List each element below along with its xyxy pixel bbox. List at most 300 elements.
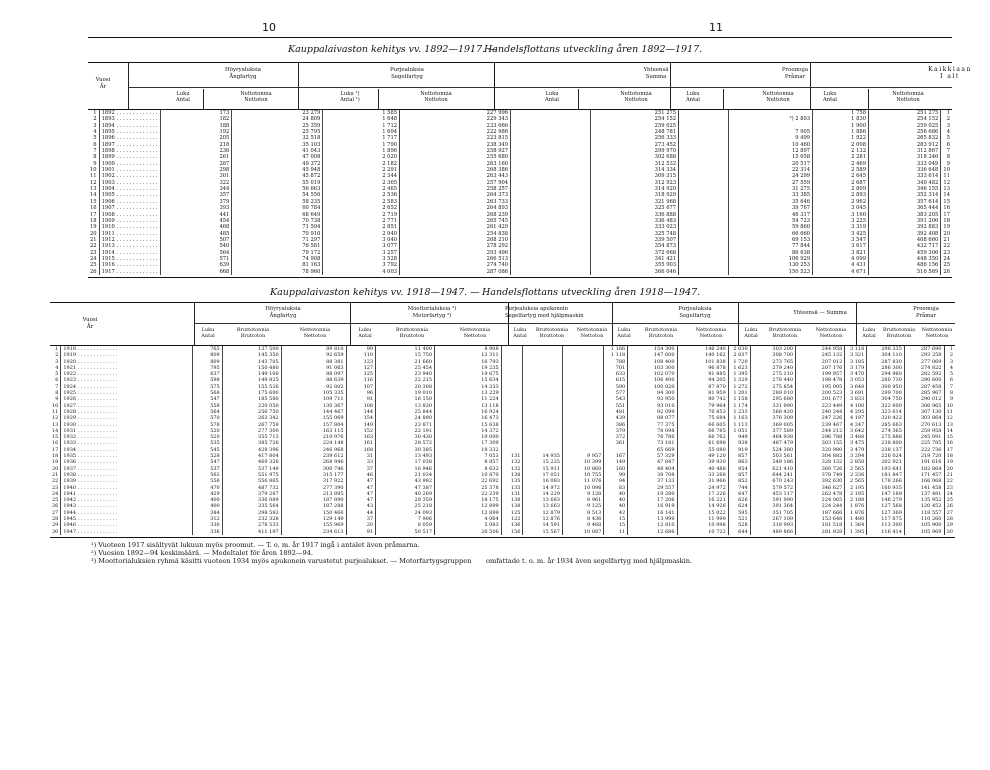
table-cell: 278 440: [750, 377, 795, 383]
table-cell: 2 291: [323, 167, 400, 173]
table-cell: 94 300: [628, 390, 677, 396]
table-cell: 13 118: [435, 403, 502, 409]
table-cell: 38 708: [628, 472, 677, 478]
table-cell: 1 201: [728, 390, 750, 396]
table-cell: 244 958: [796, 346, 845, 352]
table-cell: 1 118: [604, 352, 628, 358]
table-cell: 3 642: [845, 428, 867, 434]
b-proom-label: Proomuja: [913, 306, 939, 312]
table-cell: 346 627: [796, 485, 845, 491]
table-cell: 146 240: [677, 346, 728, 352]
table-cell: 320 422: [867, 415, 905, 421]
table-cell: 187 890: [281, 497, 346, 503]
table-cell: 76 581: [232, 243, 323, 249]
table-cell: 2 893: [813, 192, 869, 198]
b-purje-label: Purjealuksia: [678, 306, 712, 312]
table-cell: 89 810: [281, 346, 346, 352]
table-cell: 131: [501, 453, 523, 459]
table-cell: 144 467: [281, 409, 346, 415]
table-cell: 303 200: [750, 346, 795, 352]
table-cell: 255 680: [400, 154, 511, 160]
table-cell: 1: [944, 346, 955, 352]
table-cell: 7 905: [729, 129, 813, 135]
table-cell: 21: [944, 472, 955, 478]
table-cell: 13: [941, 186, 952, 192]
table-cell: 143 705: [222, 359, 281, 365]
table-cell: 333 614: [869, 173, 941, 179]
table-cell: 47: [346, 491, 376, 497]
table-cell: 368 420: [750, 409, 795, 415]
table-cell: 1909 . . . . . . . . . . . . .: [99, 218, 160, 224]
table-cell: 15: [944, 434, 955, 440]
table-cell: 94 205: [677, 377, 728, 383]
table-cell: 372: [604, 434, 628, 440]
table-cell: 254 838: [400, 231, 511, 237]
table-cell: 251 275: [869, 110, 941, 116]
b-col-netton-4: Nettoton: [699, 333, 723, 339]
table-cell: 259 958: [904, 428, 944, 434]
table-cell: 8 961: [562, 497, 603, 503]
table-cell: 19 280: [628, 491, 677, 497]
table-cell: 2 565: [845, 478, 867, 484]
table-cell: 12: [52, 415, 59, 422]
table-cell: 1906 . . . . . . . . . . . . .: [99, 199, 160, 205]
table-cell: 4: [944, 365, 955, 371]
table-cell: 1945 . . . . . . . . . . . . .: [61, 516, 193, 522]
table-cell: 21: [52, 471, 59, 478]
table-cell: 1 174: [728, 403, 750, 409]
table-cell: 1 830: [813, 116, 869, 122]
table-cell: 23 871: [376, 422, 435, 428]
b-col-luku-1: Luku: [201, 327, 215, 333]
table-cell: 11: [944, 409, 955, 415]
table-cell: 105 969: [904, 529, 944, 535]
table-cell: 564: [193, 409, 223, 415]
table-cell: 256 686: [869, 129, 941, 135]
table-cell: 1905 . . . . . . . . . . . . .: [99, 192, 160, 198]
table-cell: 294 960: [867, 371, 905, 377]
table-cell: 16 919: [628, 503, 677, 509]
table-cell: 1: [93, 110, 97, 116]
col-antal-3: Antal: [545, 97, 559, 103]
table-cell: 281 928: [796, 529, 845, 535]
table-cell: 66 660: [729, 231, 813, 237]
table-cell: 30: [944, 529, 955, 535]
table-cell: 9 468: [562, 522, 603, 528]
table-cell: 238 800: [867, 440, 905, 446]
table-cell: 1942 . . . . . . . . . . . . .: [61, 497, 193, 503]
b-col-netton-5: Nettoton: [819, 333, 843, 339]
table-cell: 2 344: [323, 173, 400, 179]
table-cell: 2 281: [813, 154, 869, 160]
table-cell: 298: [160, 167, 232, 173]
table-cell: 1910 . . . . . . . . . . . . .: [99, 224, 160, 230]
table-cell: 3 792: [323, 262, 400, 268]
table-cell: 24 093: [376, 510, 435, 516]
table-cell: 351 705: [750, 510, 795, 516]
table-cell: 141 458: [904, 485, 944, 491]
table-cell: 564: [160, 250, 232, 256]
table-cell: 75 684: [677, 415, 728, 421]
table-cell: 47 008: [232, 154, 323, 160]
table-cell: 273 452: [590, 142, 678, 148]
table-cell: 178 266: [867, 478, 905, 484]
table-cell: 261: [160, 154, 232, 160]
table-cell: 23: [941, 250, 952, 256]
table-cell: 224 148: [281, 440, 346, 446]
table-cell: 19 235: [435, 365, 502, 371]
table-cell: 58 235: [232, 199, 323, 205]
table-cell: 2 020: [323, 154, 400, 160]
table-cell: 42: [604, 510, 628, 516]
table-cell: 8: [944, 390, 955, 396]
table-cell: 232 328: [222, 516, 281, 522]
table-cell: 14 926: [677, 503, 728, 509]
table-cell: 2 469: [813, 161, 869, 167]
bottom-header-block: [50, 302, 955, 346]
top-title-sv: Handelsflottans utveckling åren 1892—1917.: [484, 44, 703, 55]
table-cell: 137 481: [904, 491, 944, 497]
table-cell: 470: [193, 485, 223, 491]
table-cell: 333 049: [869, 161, 941, 167]
table-cell: 268 210: [400, 237, 511, 243]
table-cell: 551 975: [222, 472, 281, 478]
table-cell: 1907 . . . . . . . . . . . . .: [99, 205, 160, 211]
table-cell: 185 580: [222, 396, 281, 402]
table-cell: 1936 . . . . . . . . . . . . .: [61, 459, 193, 465]
b-col-nett-1: Nettotonnia: [299, 327, 331, 333]
table-cell: 48 404: [628, 466, 677, 472]
table-cell: 3 547: [813, 237, 869, 243]
table-cell: 379: [160, 199, 232, 205]
table-cell: 12 311: [435, 352, 502, 358]
table-cell: 33 268: [677, 472, 728, 478]
table-cell: 372 668: [590, 250, 678, 256]
table-cell: 24 972: [677, 485, 728, 491]
table-cell: 384: [193, 510, 223, 516]
table-cell: 138: [501, 472, 523, 478]
table-cell: 24 299: [729, 173, 813, 179]
table-cell: 24 809: [232, 116, 323, 122]
table-cell: 1 648: [323, 116, 400, 122]
yht-label: Yhteensä: [643, 67, 669, 73]
table-cell: 14 935: [523, 453, 562, 459]
table-cell: 274 740: [400, 262, 511, 268]
table-cell: 12 897: [729, 148, 813, 154]
table-cell: 469 326: [222, 459, 281, 465]
table-cell: 94: [604, 478, 628, 484]
table-cell: 17 206: [628, 497, 677, 503]
table-cell: 385 726: [222, 440, 281, 446]
table-cell: 149: [604, 459, 628, 465]
table-cell: 49 372: [232, 161, 323, 167]
table-cell: 10 722: [677, 529, 728, 535]
table-cell: 1896 . . . . . . . . . . . . .: [99, 135, 160, 141]
table-cell: 78 960: [232, 269, 323, 275]
table-cell: 1919 . . . . . . . . . . . . .: [61, 352, 193, 358]
table-cell: 551: [604, 403, 628, 409]
table-cell: 355 713: [222, 434, 281, 440]
table-cell: 282 592: [904, 371, 944, 377]
table-cell: 24: [52, 490, 59, 497]
table-cell: 29: [944, 522, 955, 528]
table-cell: 3 833: [845, 396, 867, 402]
table-cell: 1 364: [845, 522, 867, 528]
table-cell: 1 896: [323, 148, 400, 154]
table-cell: 280 730: [867, 377, 905, 383]
b-col-brutto-6: Bruttotonnia: [882, 327, 916, 333]
table-cell: 400: [193, 503, 223, 509]
table-cell: 454: [160, 218, 232, 224]
table-cell: 453 117: [750, 491, 795, 497]
table-cell: 127 568: [867, 503, 905, 509]
table-cell: 2 771: [323, 218, 400, 224]
segel-label: Segelfartyg: [391, 73, 423, 80]
table-cell: 7: [941, 148, 952, 154]
table-cell: 336 648: [869, 167, 941, 173]
table-cell: 108: [346, 403, 376, 409]
table-cell: 1 758: [813, 110, 869, 116]
col-antal-4: Antal: [686, 97, 700, 103]
table-row: [50, 529, 955, 535]
table-cell: [511, 269, 591, 275]
table-cell: 127 369: [867, 510, 905, 516]
table-cell: 88 639: [281, 377, 346, 383]
table-cell: 333 023: [590, 224, 678, 230]
table-cell: 336 483: [590, 218, 678, 224]
table-cell: 10: [52, 402, 59, 409]
table-cell: 155 969: [281, 522, 346, 528]
table-cell: 3 319: [813, 224, 869, 230]
b-col-nett-6: Nettotonnia: [921, 327, 953, 333]
table-cell: 322: [160, 180, 232, 186]
table-cell: 633: [604, 371, 628, 377]
table-cell: 9 957: [562, 453, 603, 459]
table-cell: 521: [728, 516, 750, 522]
table-cell: 464 938: [750, 434, 795, 440]
table-cell: 1946 . . . . . . . . . . . . .: [61, 522, 193, 528]
table-cell: 3 185: [845, 359, 867, 365]
table-cell: 295 680: [750, 396, 795, 402]
table-cell: 11 999: [677, 516, 728, 522]
table-cell: 182: [160, 116, 232, 122]
table-cell: 205: [160, 135, 232, 141]
table-cell: 25 359: [232, 123, 323, 129]
table-cell: 11 400: [376, 346, 435, 352]
table-cell: 22: [52, 478, 59, 485]
table-cell: 1917 . . . . . . . . . . . . .: [99, 269, 160, 275]
table-cell: 256 750: [222, 409, 281, 415]
table-cell: 32 518: [232, 135, 323, 141]
table-cell: 76 786: [628, 434, 677, 440]
table-cell: 307 130: [904, 409, 944, 415]
table-cell: 579 572: [750, 485, 795, 491]
table-cell: 3 225: [813, 218, 869, 224]
table-cell: 336: [193, 529, 223, 535]
table-cell: 224 244: [796, 503, 845, 509]
table-cell: 17 051: [523, 472, 562, 478]
table-cell: 7: [944, 384, 955, 390]
table-cell: 1925 . . . . . . . . . . . . .: [61, 390, 193, 396]
table-cell: 45 872: [232, 173, 323, 179]
table-cell: 5: [55, 371, 59, 378]
table-cell: 809: [193, 352, 223, 358]
table-cell: 254 152: [869, 116, 941, 122]
table-cell: 7 053: [435, 453, 502, 459]
table-cell: 86 638: [729, 250, 813, 256]
table-cell: 39 767: [729, 205, 813, 211]
table-cell: 263 160: [400, 161, 511, 167]
table-cell: 35 646: [729, 199, 813, 205]
table-cell: 219 720: [904, 453, 944, 459]
b-col-netton-3: Nettoton: [580, 333, 604, 339]
table-cell: 23 940: [376, 371, 435, 377]
table-cell: 247 226: [796, 415, 845, 421]
table-cell: 150 523: [729, 269, 813, 275]
table-cell: 20: [941, 231, 952, 237]
table-cell: 157 804: [281, 422, 346, 428]
table-cell: 14 333: [435, 384, 502, 390]
b-col-antal-6: Antal: [862, 333, 876, 339]
table-cell: 244 212: [796, 428, 845, 434]
table-cell: 6: [944, 377, 955, 383]
table-cell: 195 005: [796, 384, 845, 390]
table-cell: 1935 . . . . . . . . . . . . .: [61, 453, 193, 459]
table-cell: 4: [55, 364, 59, 371]
table-cell: 354 873: [590, 243, 678, 249]
table-cell: 1934 . . . . . . . . . . . . .: [61, 447, 193, 453]
table-cell: 16 141: [628, 510, 677, 516]
table-cell: 150 480: [222, 365, 281, 371]
table-cell: 29: [52, 522, 59, 529]
table-cell: 1926 . . . . . . . . . . . . .: [61, 396, 193, 402]
col-nett-2: Nettotonnia: [420, 91, 452, 97]
table-cell: 15 638: [435, 422, 502, 428]
table-cell: 1: [55, 346, 59, 352]
table-cell: 15 022: [677, 510, 728, 516]
table-cell: 69 153: [729, 237, 813, 243]
table-cell: 321 968: [590, 199, 678, 205]
table-cell: 2 365: [323, 180, 400, 186]
table-cell: 99: [346, 346, 376, 352]
table-cell: 181 847: [867, 472, 905, 478]
table-cell: 22 314: [729, 167, 813, 173]
table-cell: 1939 . . . . . . . . . . . . .: [61, 478, 193, 484]
table-cell: 145 350: [222, 352, 281, 358]
table-cell: 1894 . . . . . . . . . . . . .: [99, 123, 160, 129]
table-cell: 220 050: [222, 403, 281, 409]
table-cell: 110 260: [904, 516, 944, 522]
b-col-antal-4: Antal: [617, 333, 631, 339]
b-col-bruttoton-4: Bruttoton: [648, 333, 674, 339]
table-cell: 50 517: [376, 529, 435, 535]
table-cell: 12 899: [435, 510, 502, 516]
table-cell: 2: [941, 116, 952, 122]
table-cell: 265 832: [869, 135, 941, 141]
table-cell: 40 488: [677, 466, 728, 472]
table-cell: 265 745: [400, 218, 511, 224]
table-cell: 6: [93, 141, 97, 148]
table-cell: 1902 . . . . . . . . . . . . .: [99, 173, 160, 179]
table-cell: 246 968: [281, 447, 346, 453]
table-cell: 8: [55, 390, 59, 397]
table-cell: 318 993: [750, 522, 795, 528]
table-cell: 2 589: [813, 167, 869, 173]
b-col-bruttoton-5: Bruttoton: [772, 333, 798, 339]
table-cell: 314 334: [590, 167, 678, 173]
table-cell: 315 177: [281, 472, 346, 478]
table-cell: 558: [193, 403, 223, 409]
table-cell: 15 658: [729, 154, 813, 160]
ialt-label: I alt: [940, 72, 960, 80]
table-cell: 23 279: [232, 110, 323, 116]
table-cell: 278 533: [222, 522, 281, 528]
b-segelhj-label: Segelfartyg med hjälpmaskin: [505, 312, 584, 319]
top-table-bottom-rule: [88, 277, 952, 278]
table-cell: 149: [346, 422, 376, 428]
table-cell: 1933 . . . . . . . . . . . . .: [61, 440, 193, 446]
table-cell: 854: [728, 466, 750, 472]
table-cell: 1 158: [728, 396, 750, 402]
table-cell: 12 876: [523, 516, 562, 522]
table-cell: 223 815: [400, 135, 511, 141]
table-cell: 575: [193, 384, 223, 390]
table-cell: 18: [941, 218, 952, 224]
table-cell: 15 911: [523, 466, 562, 472]
table-cell: 19: [90, 224, 97, 231]
table-cell: 181 518: [796, 522, 845, 528]
table-cell: 87 870: [677, 384, 728, 390]
table-cell: 290 012: [904, 396, 944, 402]
table-cell: 122: [501, 516, 523, 522]
table-cell: 1904 . . . . . . . . . . . . .: [99, 186, 160, 192]
table-cell: 25 378: [435, 485, 502, 491]
table-cell: 234 613: [281, 529, 346, 535]
table-cell: 5: [944, 371, 955, 377]
table-cell: 14: [52, 427, 59, 434]
b-col-bruttoton-1: Bruttoton: [240, 333, 266, 339]
table-cell: 5: [93, 135, 97, 142]
table-cell: 77 844: [729, 243, 813, 249]
table-cell: 1 712: [323, 123, 400, 129]
table-cell: 91: [346, 529, 376, 535]
table-cell: 13: [90, 186, 97, 193]
table-cell: 70 738: [232, 218, 323, 224]
table-cell: 218: [160, 142, 232, 148]
table-cell: 154: [346, 415, 376, 421]
vuosi-label: Vuosi: [95, 77, 111, 83]
table-cell: 1 051: [728, 428, 750, 434]
table-cell: 106 929: [729, 256, 813, 262]
table-cell: 16 924: [435, 409, 502, 415]
table-cell: 71 594: [232, 224, 323, 230]
table-cell: 485: [160, 231, 232, 237]
table-cell: 202 921: [867, 459, 905, 465]
table-cell: 14: [90, 192, 97, 199]
table-cell: 3 294: [845, 453, 867, 459]
table-cell: 393: [160, 205, 232, 211]
table-cell: 1 166: [604, 346, 628, 352]
table-cell: 1938 . . . . . . . . . . . . .: [61, 472, 193, 478]
table-cell: 378 749: [796, 472, 845, 478]
proom-label: Proomuja: [781, 67, 809, 73]
table-cell: 3 488: [845, 434, 867, 440]
bottom-table-bottom-rule: [50, 537, 955, 538]
table-cell: 191 616: [904, 459, 944, 465]
table-cell: 24 890: [376, 415, 435, 421]
table-cell: 274 822: [904, 365, 944, 371]
table-cell: 188: [160, 123, 232, 129]
